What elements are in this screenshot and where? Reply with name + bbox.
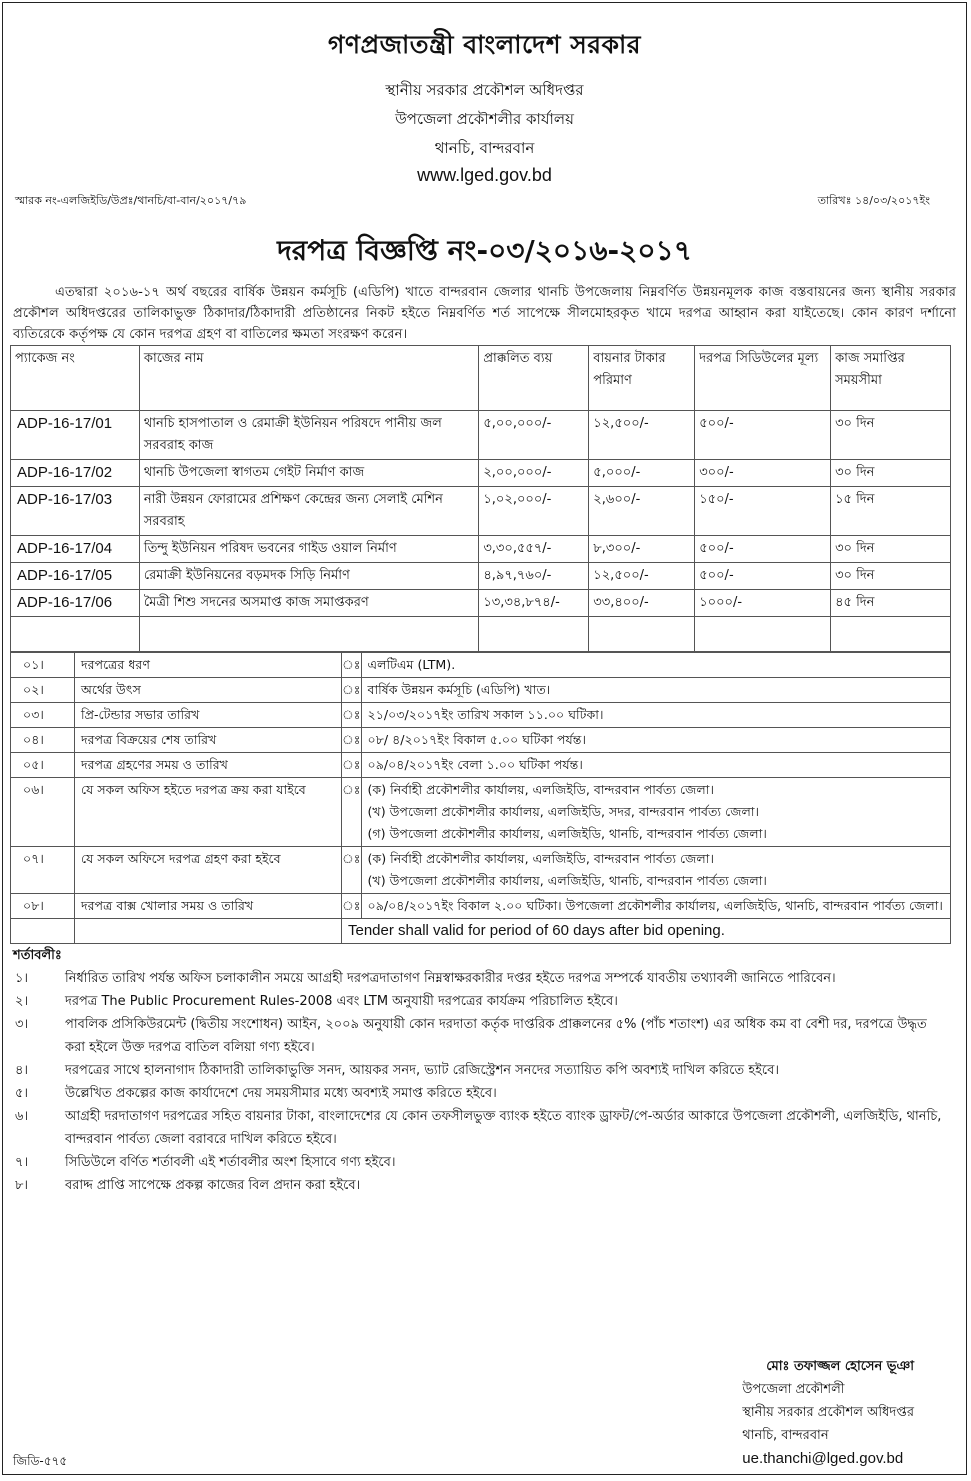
signatory-name: মোঃ তফাজ্জল হোসেন ভূঞা	[766, 1359, 914, 1374]
info-number: ০৪।	[11, 728, 75, 753]
term-number: ৮।	[15, 1178, 29, 1193]
earnest-money: ১২,৫০০/-	[589, 563, 695, 590]
info-colon: ঃ	[342, 728, 362, 753]
package-code: ADP-16-17/04	[11, 536, 140, 563]
info-value-line: (খ) উপজেলা প্রকৌশলীর কার্যালয়, এলজিইডি, সদর, বান্দরবান পার্বত্য জেলা।	[367, 804, 759, 819]
info-value-line: বার্ষিক উন্নয়ন কর্মসূচি (এডিপি) খাত।	[367, 682, 551, 697]
list-item	[13, 990, 943, 1013]
col-header-package: প্যাকেজ নং	[11, 346, 140, 411]
info-row	[11, 894, 951, 919]
table-row	[11, 460, 951, 487]
info-row	[11, 653, 951, 678]
completion-time: ৩০ দিন	[831, 563, 951, 590]
schedule-price: ৫০০/-	[695, 563, 831, 590]
col-header-duration: কাজ সমাপ্তির সময়সীমা	[831, 346, 951, 411]
info-value	[361, 847, 950, 894]
estimated-cost: ১৩,৩৪,৮৭৪/-	[479, 590, 589, 617]
col-header-schedule: দরপত্র সিডিউলের মূল্য	[695, 346, 831, 411]
info-value	[361, 678, 950, 703]
table-row	[11, 487, 951, 536]
info-label: যে সকল অফিস হইতে দরপত্র ক্রয় করা যাইবে	[75, 778, 342, 847]
govt-name: গণপ্রজাতন্ত্রী বাংলাদেশ সরকার	[328, 30, 641, 59]
work-name: নারী উন্নয়ন ফোরামের প্রশিক্ষণ কেন্দ্রের জন্য সেলাই মেশিন সরবরাহ	[139, 487, 479, 536]
info-label: প্রি-টেন্ডার সভার তারিখ	[75, 703, 342, 728]
list-item	[13, 1013, 943, 1059]
table-row	[11, 563, 951, 590]
earnest-money: ১২,৫০০/-	[589, 411, 695, 460]
info-row	[11, 703, 951, 728]
package-code: ADP-16-17/05	[11, 563, 140, 590]
department-name: স্থানীয় সরকার প্রকৌশল অধিদপ্তর	[385, 81, 584, 99]
letterhead	[3, 25, 966, 186]
reference-row	[3, 186, 966, 211]
work-name: থানচি উপজেলা স্বাগতম গেইট নির্মাণ কাজ	[139, 460, 479, 487]
info-row	[11, 678, 951, 703]
term-text: আগ্রহী দরদাতাগণ দরপত্রের সহিত বায়নার টাকা, বাংলাদেশের যে কোন তফসীলভুক্ত ব্যাংক হইতে ব্যাংক ড্রাফট/পে-অর্ডার আকারে উপজেলা প্রকৌশলী, এলজিইডি, থানচি, বান্দরবান পার্বত্য জেলা বরাবরে দাখিল করিতে হইবে।	[65, 1109, 942, 1147]
info-number: ০৩।	[11, 703, 75, 728]
term-number: ৪।	[15, 1063, 29, 1078]
info-colon: ঃ	[342, 703, 362, 728]
info-value	[361, 653, 950, 678]
schedule-price: ১৫০/-	[695, 487, 831, 536]
package-code: ADP-16-17/06	[11, 590, 140, 617]
info-colon: ঃ	[342, 894, 362, 919]
term-text: দরপত্র The Public Procurement Rules-2008 এবং LTM অনুযায়ী দরপত্রের কার্যক্রম পরিচালিত হইবে।	[65, 994, 618, 1009]
term-number: ১।	[15, 971, 29, 986]
info-value	[361, 778, 950, 847]
col-header-work: কাজের নাম	[139, 346, 479, 411]
info-value-line: ০৯/০৪/২০১৭ইং বেলা ১.০০ ঘটিকা পর্যন্ত।	[367, 757, 583, 772]
term-text: উল্লেখিত প্রকল্পের কাজ কার্যাদেশে দেয় সময়সীমার মধ্যে অবশ্যই সমাপ্ত করিতে হইবে।	[65, 1086, 497, 1101]
signatory-location: থানচি, বান্দরবান	[742, 1428, 829, 1443]
info-value-line: (ক) নির্বাহী প্রকৌশলীর কার্যালয়, এলজিইডি, বান্দরবান পার্বত্য জেলা।	[367, 851, 714, 866]
info-label: দরপত্র গ্রহণের সময় ও তারিখ	[75, 753, 342, 778]
signatory-email[interactable]: ue.thanchi@lged.gov.bd	[742, 1450, 904, 1467]
info-label: যে সকল অফিসে দরপত্র গ্রহণ করা হইবে	[75, 847, 342, 894]
info-row	[11, 753, 951, 778]
earnest-money: ৮,৩০০/-	[589, 536, 695, 563]
info-value-line: (খ) উপজেলা প্রকৌশলীর কার্যালয়, এলজিইডি, থানচি, বান্দরবান পার্বত্য জেলা।	[367, 873, 767, 888]
tender-info-table	[10, 652, 951, 944]
term-text: পাবলিক প্রসিকিউরমেন্ট (দ্বিতীয় সংশোধন) আইন, ২০০৯ অনুযায়ী কোন দরদাতা কর্তৃক দাপ্তরিক প্রাক্কলনের ৫% (পাঁচ শতাংশ) এর অধিক কম বা বেশী দর, দরপত্রে উদ্ধৃত করা হইলে উক্ত দরপত্র বাতিল বলিয়া গণ্য হইবে।	[65, 1017, 927, 1055]
package-code: ADP-16-17/03	[11, 487, 140, 536]
estimated-cost: ৪,৯৭,৭৬০/-	[479, 563, 589, 590]
completion-time: ৪৫ দিন	[831, 590, 951, 617]
spacer-cell	[11, 617, 140, 652]
validity-row	[11, 919, 951, 944]
table-row	[11, 536, 951, 563]
work-name: মৈত্রী শিশু সদনের অসমাপ্ত কাজ সমাপ্তকরণ	[139, 590, 479, 617]
info-value	[361, 728, 950, 753]
info-value-line: (ক) নির্বাহী প্রকৌশলীর কার্যালয়, এলজিইডি, বান্দরবান পার্বত্য জেলা।	[367, 782, 714, 797]
list-item	[13, 1174, 943, 1197]
completion-time: ৩০ দিন	[831, 536, 951, 563]
tender-validity: Tender shall valid for period of 60 days after bid opening.	[342, 919, 951, 944]
signature-block	[742, 1355, 914, 1470]
completion-time: ৩০ দিন	[831, 411, 951, 460]
info-value-line: ২১/০৩/২০১৭ইং তারিখ সকাল ১১.০০ ঘটিকা।	[367, 707, 604, 722]
info-number: ০৭।	[11, 847, 75, 894]
schedule-price: ১০০০/-	[695, 590, 831, 617]
info-value	[361, 894, 950, 919]
info-number: ০৮।	[11, 894, 75, 919]
info-number: ০৫।	[11, 753, 75, 778]
spacer-cell	[831, 617, 951, 652]
info-number: ০৬।	[11, 778, 75, 847]
package-code: ADP-16-17/02	[11, 460, 140, 487]
work-name: তিন্দু ইউনিয়ন পরিষদ ভবনের গাইড ওয়াল নির্মাণ	[139, 536, 479, 563]
info-colon: ঃ	[342, 753, 362, 778]
col-header-cost: প্রাক্কলিত ব্যয়	[479, 346, 589, 411]
estimated-cost: ২,০০,০০০/-	[479, 460, 589, 487]
package-table-header	[11, 346, 951, 411]
info-value	[361, 753, 950, 778]
notice-title: দরপত্র বিজ্ঞপ্তি নং-০৩/২০১৬-২০১৭	[277, 234, 692, 267]
term-number: ২।	[15, 994, 29, 1009]
info-row	[11, 847, 951, 894]
info-colon: ঃ	[342, 653, 362, 678]
earnest-money: ৩৩,৪০০/-	[589, 590, 695, 617]
info-colon: ঃ	[342, 847, 362, 894]
earnest-money: ৫,০০০/-	[589, 460, 695, 487]
notice-date: তারিখঃ ১৪/০৩/২০১৭ইং	[817, 194, 930, 207]
website-link[interactable]: www.lged.gov.bd	[417, 165, 552, 185]
estimated-cost: ৩,৩০,৫৫৭/-	[479, 536, 589, 563]
info-value-line: ০৮/ ৪/২০১৭ইং বিকাল ৫.০০ ঘটিকা পর্যন্ত।	[367, 732, 586, 747]
schedule-price: ৫০০/-	[695, 411, 831, 460]
schedule-price: ৫০০/-	[695, 536, 831, 563]
term-text: সিডিউলে বর্ণিত শর্তাবলী এই শর্তাবলীর অংশ হিসাবে গণ্য হইবে।	[65, 1155, 396, 1170]
estimated-cost: ১,০২,০০০/-	[479, 487, 589, 536]
term-text: দরপত্রের সাথে হালনাগাদ ঠিকাদারী তালিকাভুক্তি সনদ, আয়কর সনদ, ভ্যাট রেজিস্ট্রেশন সনদের সত্যায়িত কপি অবশ্যই দাখিল করিতে হইবে।	[65, 1063, 780, 1078]
completion-time: ১৫ দিন	[831, 487, 951, 536]
list-item	[13, 1151, 943, 1174]
info-colon: ঃ	[342, 778, 362, 847]
info-value	[361, 703, 950, 728]
package-code: ADP-16-17/01	[11, 411, 140, 460]
earnest-money: ২,৬০০/-	[589, 487, 695, 536]
validity-empty-cell	[11, 919, 75, 944]
office-location: থানচি, বান্দরবান	[434, 139, 535, 157]
table-row	[11, 590, 951, 617]
spacer-cell	[589, 617, 695, 652]
term-text: নির্ধারিত তারিখ পর্যন্ত অফিস চলাকালীন সময়ে আগ্রহী দরপত্রদাতাগণ নিম্নস্বাক্ষরকারীর দপ্তর হইতে দরপত্র সম্পর্কে যাবতীয় তথ্যাবলী জানিতে পারিবেন।	[65, 971, 836, 986]
memo-number: স্মারক নং-এলজিইডি/উপ্রঃ/থানচি/বা-বান/২০১৭/৭৯	[15, 194, 247, 207]
spacer-cell	[139, 617, 479, 652]
work-name: থানচি হাসপাতাল ও রেমাক্রী ইউনিয়ন পরিষদে পানীয় জল সরবরাহ কাজ	[139, 411, 479, 460]
term-number: ৫।	[15, 1086, 29, 1101]
term-text: বরাদ্দ প্রাপ্তি সাপেক্ষে প্রকল্প কাজের বিল প্রদান করা হইবে।	[65, 1178, 361, 1193]
validity-empty-cell	[75, 919, 342, 944]
info-row	[11, 728, 951, 753]
schedule-price: ৩০০/-	[695, 460, 831, 487]
signatory-designation: উপজেলা প্রকৌশলী	[742, 1382, 845, 1397]
spacer-cell	[479, 617, 589, 652]
tender-notice-page	[2, 2, 967, 1475]
list-item	[13, 1082, 943, 1105]
info-colon: ঃ	[342, 678, 362, 703]
spacer-cell	[695, 617, 831, 652]
package-table	[10, 345, 951, 652]
term-number: ৭।	[15, 1155, 29, 1170]
list-item	[13, 1105, 943, 1151]
completion-time: ৩০ দিন	[831, 460, 951, 487]
info-number: ০১।	[11, 653, 75, 678]
term-number: ৩।	[15, 1017, 29, 1032]
signatory-department: স্থানীয় সরকার প্রকৌশল অধিদপ্তর	[742, 1405, 914, 1420]
info-value-line: ০৯/০৪/২০১৭ইং বিকাল ২.০০ ঘটিকা। উপজেলা প্রকৌশলীর কার্যালয়, এলজিইডি, থানচি, বান্দরবান পার্বত্য জেলা।	[367, 898, 943, 913]
info-row	[11, 778, 951, 847]
info-value-line: এলটিএম (LTM).	[367, 657, 456, 672]
term-number: ৬।	[15, 1109, 29, 1124]
table-spacer-row	[11, 617, 951, 652]
work-name: রেমাক্রী ইউনিয়নের বড়মদক সিড়ি নির্মাণ	[139, 563, 479, 590]
info-label: দরপত্রের ধরণ	[75, 653, 342, 678]
table-row	[11, 411, 951, 460]
terms-list	[13, 967, 943, 1197]
info-label: দরপত্র বাক্স খোলার সময় ও তারিখ	[75, 894, 342, 919]
col-header-earnest: বায়নার টাকার পরিমাণ	[589, 346, 695, 411]
info-value-line: (গ) উপজেলা প্রকৌশলীর কার্যালয়, এলজিইডি, থানচি, বান্দরবান পার্বত্য জেলা।	[367, 826, 767, 841]
gd-number: জিডি-৫৭৫	[13, 1454, 68, 1468]
estimated-cost: ৫,০০,০০০/-	[479, 411, 589, 460]
list-item	[13, 1059, 943, 1082]
terms-heading: শর্তাবলীঃ	[13, 948, 62, 963]
info-label: অর্থের উৎস	[75, 678, 342, 703]
office-name: উপজেলা প্রকৌশলীর কার্যালয়	[395, 110, 574, 128]
info-number: ০২।	[11, 678, 75, 703]
intro-paragraph: এতদ্বারা ২০১৬-১৭ অর্থ বছরের বার্ষিক উন্নয়ন কর্মসূচি (এডিপি) খাতে বান্দরবান জেলার থানচি উপজেলায় নিম্নবর্ণিত উন্নয়নমূলক কাজ বস্তবায়নের জন্য স্থানীয় সরকার প্রকৌশল অধিদপ্তরের তালিকাভুক্ত ঠিকাদার/ঠিকাদারী প্রতিষ্ঠানের নিকট হইতে নিম্নবর্ণিত শর্ত সাপেক্ষে সীলমোহরকৃত খামে দরপত্র আহ্বান করা যাইতেছে। কোন কারণ দর্শানো ব্যতিরেকে কর্তৃপক্ষ যে কোন দরপত্র গ্রহণ বা বাতিলের ক্ষমতা সংরক্ষণ করেন।	[13, 285, 956, 342]
info-label: দরপত্র বিক্রয়ের শেষ তারিখ	[75, 728, 342, 753]
list-item	[13, 967, 943, 990]
